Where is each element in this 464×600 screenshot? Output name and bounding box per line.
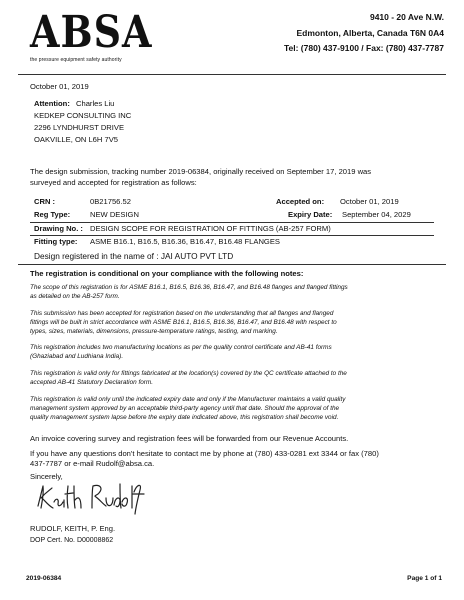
regtype-value: NEW DESIGN	[90, 210, 139, 219]
note-acceptance-line-1: This submission has been accepted for registration based on the understanding that all flanges and flanged	[30, 310, 334, 317]
address-city: Edmonton, Alberta, Canada T6N 0A4	[296, 27, 444, 38]
note-expiry-validity-line-1: This registration is valid only until the indicated expiry date and only if the Manufacturer maintains a valid quality	[30, 396, 346, 403]
crn-label: CRN :	[34, 197, 56, 206]
note-locations-line-1: This registration includes two manufacturing locations as per the quality control certificate and AB-41 forms	[30, 344, 332, 351]
note-acceptance	[30, 310, 440, 336]
note-qc-validity-line-2: accepted AB-41 Statutory Declaration form.	[30, 378, 154, 386]
note-scope-line-2: as detailed on the AB-257 form.	[30, 292, 120, 300]
note-expiry-validity-line-2: management system approved by an acceptable third-party agency until that date. Should the approval of the	[30, 404, 340, 412]
note-scope	[30, 284, 440, 302]
expiry-label: Expiry Date:	[288, 210, 333, 219]
attention-name: Charles Liu	[76, 99, 115, 108]
signature-graphic	[34, 478, 164, 518]
drawing-value: DESIGN SCOPE FOR REGISTRATION OF FITTINGS (AB-257 FORM)	[90, 224, 331, 233]
intro-line-1: The design submission, tracking number 2019-06384, originally received on September 17, 2019 was	[30, 167, 372, 176]
conditional-heading: The registration is conditional on your compliance with the following notes:	[30, 269, 304, 278]
note-acceptance-line-3: types, sizes, materials, dimensions, pressure-temperature ratings, testing, and marking.	[30, 327, 278, 335]
signer-cert: DOP Cert. No. D00008862	[30, 537, 114, 544]
signer-name: RUDOLF, KEITH, P. Eng.	[30, 524, 116, 533]
header-divider	[18, 74, 446, 75]
fitting-value: ASME B16.1, B16.5, B16.36, B16.47, B16.48 FLANGES	[90, 237, 280, 246]
sincerely: Sincerely,	[30, 472, 63, 481]
footer-tracking: 2019-06384	[26, 575, 62, 582]
contact-line-2: 437-7787 or e-mail Rudolf@absa.ca.	[30, 459, 155, 468]
address-phone: Tel: (780) 437-9100 / Fax: (780) 437-7787	[283, 43, 444, 53]
fitting-label: Fitting type:	[34, 237, 78, 246]
note-expiry-validity-line-3: quality management system lapse before the expiry date indicated above, this registration shall become void.	[30, 413, 339, 421]
note-locations	[30, 344, 440, 362]
logo-tagline: the pressure equipment safety authority	[30, 57, 122, 63]
crn-value: 0B21756.52	[90, 197, 131, 206]
note-qc-validity	[30, 370, 440, 388]
address-street: 9410 - 20 Ave N.W.	[369, 12, 444, 22]
note-qc-validity-line-1: This registration is valid only for fittings fabricated at the location(s) covered by the QC certificate attached to the	[30, 370, 347, 377]
accepted-label: Accepted on:	[276, 197, 325, 206]
expiry-value: September 04, 2029	[342, 210, 411, 219]
letter-date: October 01, 2019	[30, 82, 89, 91]
intro-line-2: surveyed and accepted for registration as follows:	[30, 178, 197, 187]
note-expiry-validity	[30, 396, 440, 422]
logo-wordmark: ABSA	[30, 5, 153, 58]
attention-label: Attention:	[34, 99, 70, 108]
footer-page-number: Page 1 of 1	[407, 575, 442, 582]
note-locations-line-2: (Ghaziabad and Ludhiana India).	[30, 352, 124, 360]
letterhead-address	[284, 10, 444, 57]
absa-logo	[30, 5, 160, 63]
recipient-company: KEDKEP CONSULTING INC	[34, 111, 132, 120]
regtype-label: Reg Type:	[34, 210, 71, 219]
registered-name: Design registered in the name of : JAI AUTO PVT LTD	[34, 251, 234, 261]
contact-line-1: If you have any questions don't hesitate to contact me by phone at (780) 433-0281 ext 3344 or fax (780)	[30, 449, 379, 458]
conditions-divider	[18, 264, 446, 265]
note-scope-line-1: The scope of this registration is for ASME B16.1, B16.5, B16.36, B16.47, and B16.48 flanges and flanged fittings	[30, 284, 348, 291]
note-acceptance-line-2: fittings will be built in strict accordance with ASME B16.1, B16.5, B16.36, B16.47, and B16.48 with respect to	[30, 318, 337, 326]
accepted-value: October 01, 2019	[340, 197, 399, 206]
recipient-city: OAKVILLE, ON L6H 7V5	[34, 135, 118, 144]
handwritten-signature	[34, 478, 164, 523]
details-divider-2	[30, 235, 434, 236]
drawing-label: Drawing No. :	[34, 224, 83, 233]
recipient-street: 2296 LYNDHURST DRIVE	[34, 123, 125, 132]
details-divider-1	[30, 222, 434, 223]
invoice-note: An invoice covering survey and registration fees will be forwarded from our Revenue Accounts.	[30, 434, 349, 443]
